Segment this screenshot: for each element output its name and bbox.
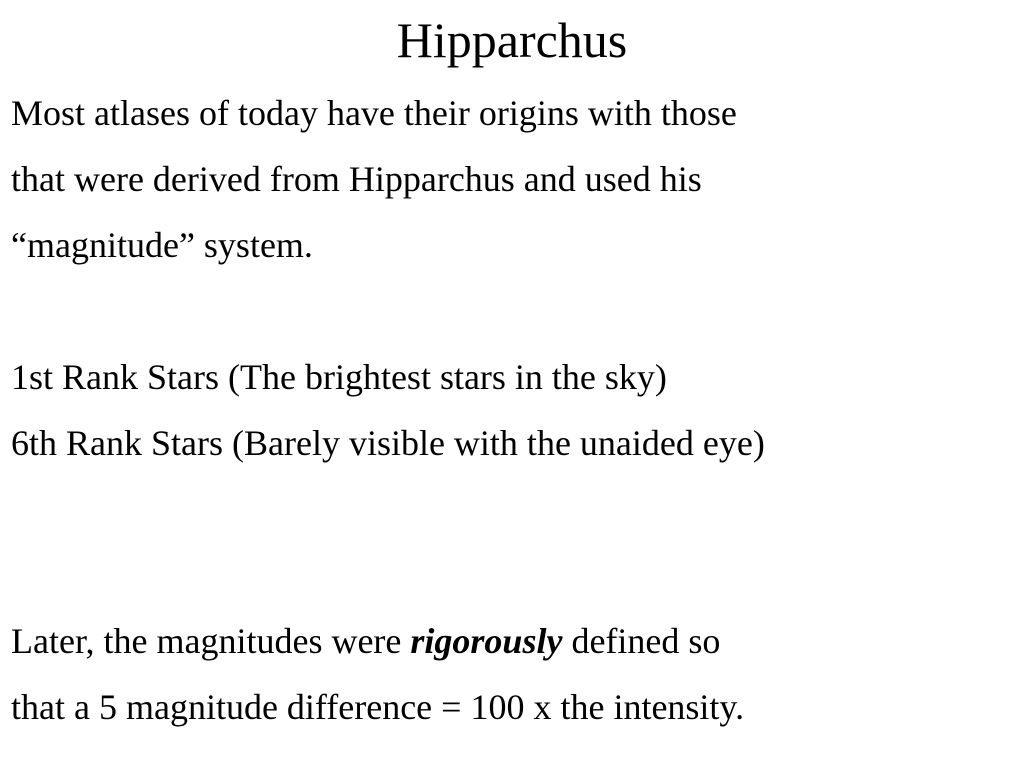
slide-title: Hipparchus bbox=[396, 12, 628, 68]
intro-line-2: that were derived from Hipparchus and used his bbox=[11, 159, 702, 199]
rank-first-line: 1st Rank Stars (The brightest stars in the sky) bbox=[11, 357, 667, 397]
definition-paragraph bbox=[11, 608, 1011, 740]
definition-line-2: that a 5 magnitude difference = 100 x the intensity. bbox=[11, 687, 745, 727]
intro-line-3: “magnitude” system. bbox=[11, 225, 313, 265]
rank-sixth-line: 6th Rank Stars (Barely visible with the unaided eye) bbox=[11, 423, 765, 463]
intro-line-1: Most atlases of today have their origins with those bbox=[11, 93, 737, 133]
intro-paragraph bbox=[11, 80, 1011, 278]
emphasis-rigorously: rigorously bbox=[410, 621, 563, 661]
definition-line-1 bbox=[11, 608, 1011, 674]
definition-text-after: defined so bbox=[562, 621, 721, 661]
definition-text-before: Later, the magnitudes were bbox=[11, 621, 411, 661]
rank-list bbox=[11, 344, 1011, 476]
